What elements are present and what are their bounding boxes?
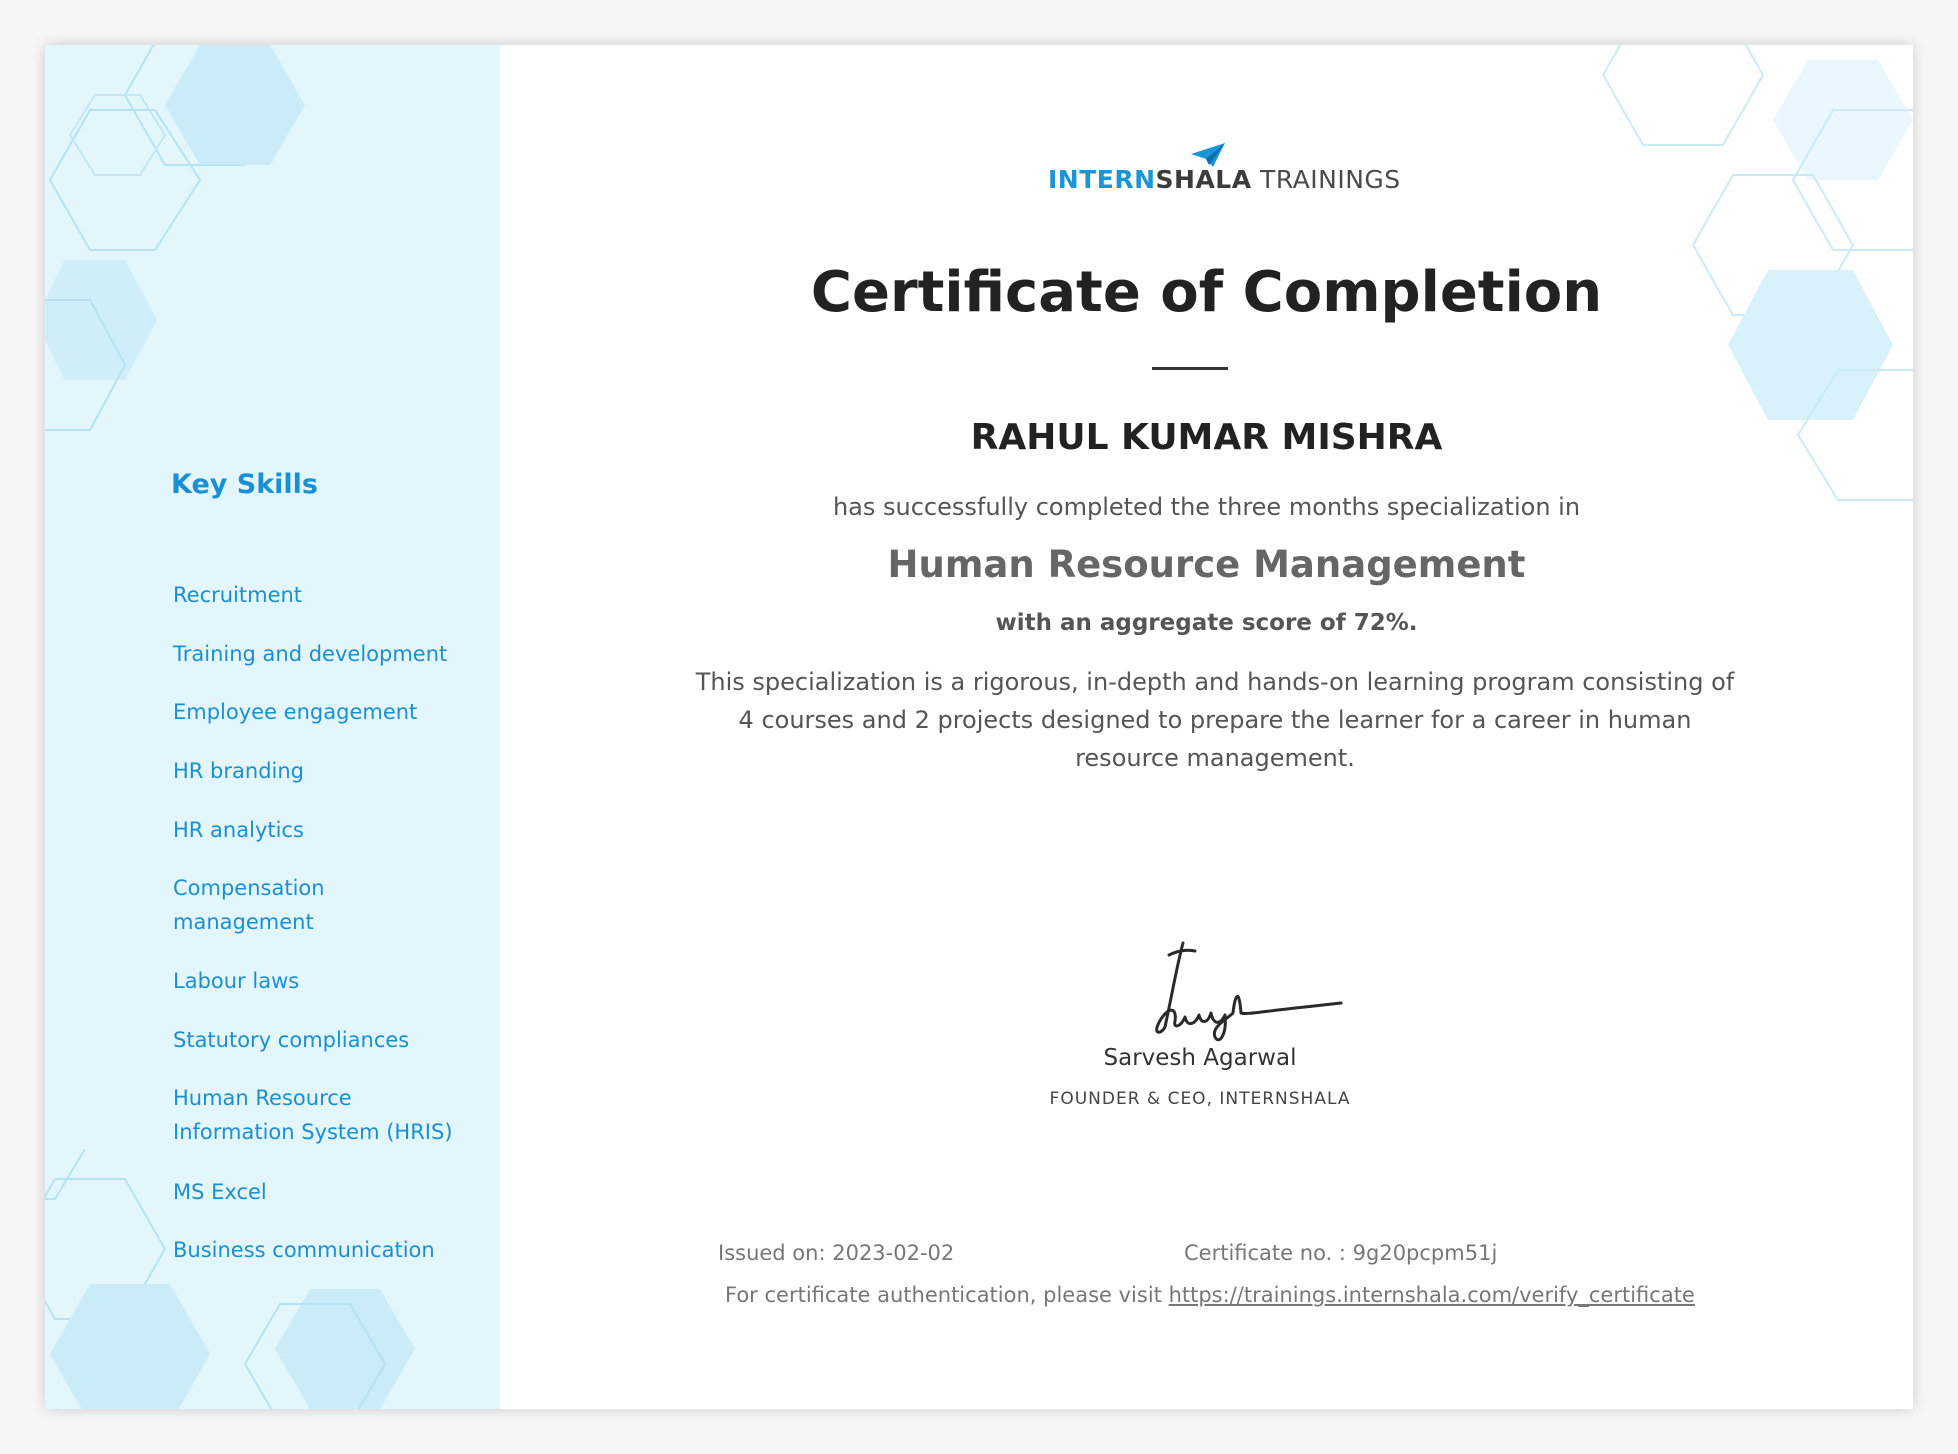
aggregate-score: with an aggregate score of 72%. xyxy=(995,610,1418,636)
skill-item-compensation: Compensation management xyxy=(173,876,325,934)
certificate-card xyxy=(45,45,1913,1409)
certificate-title: Certificate of Completion xyxy=(810,260,1603,325)
logo-intern: INTERN xyxy=(1048,165,1156,194)
skill-item-labour-laws: Labour laws xyxy=(173,969,300,993)
verify-certificate-link[interactable]: https://trainings.internshala.com/verify_certificate xyxy=(1168,1283,1695,1307)
authentication-text: For certificate authentication, please visit xyxy=(725,1283,1169,1307)
skill-item-hr-branding: HR branding xyxy=(173,759,305,783)
internshala-trainings-logo xyxy=(1048,143,1401,203)
logo-trainings: TRAININGS xyxy=(1260,165,1401,194)
issued-date: Issued on: 2023-02-02 xyxy=(718,1241,955,1265)
skill-item-statutory: Statutory compliances xyxy=(173,1028,410,1052)
recipient-name: RAHUL KUMAR MISHRA xyxy=(970,417,1443,458)
signer-name: Sarvesh Agarwal xyxy=(1103,1045,1297,1071)
skill-item-hris: Human Resource Information System (HRIS) xyxy=(173,1086,453,1144)
logo-shala: SHALA xyxy=(1155,165,1252,194)
skill-item-training: Training and development xyxy=(173,642,448,666)
skill-item-ms-excel: MS Excel xyxy=(173,1180,267,1204)
authentication-note xyxy=(725,1283,1695,1307)
key-skills-sidebar xyxy=(45,45,500,1409)
skill-item-hr-analytics: HR analytics xyxy=(173,818,304,842)
logo-wordmark xyxy=(1048,165,1401,194)
skill-item-engagement: Employee engagement xyxy=(173,700,418,724)
completion-intro: has successfully completed the three months specialization in xyxy=(832,493,1581,521)
skill-item-recruitment: Recruitment xyxy=(173,583,303,607)
signature-image xyxy=(1115,935,1355,1045)
signer-role: FOUNDER & CEO, INTERNSHALA xyxy=(1049,1089,1351,1109)
title-divider xyxy=(1152,367,1228,370)
program-description: This specialization is a rigorous, in-depth and hands-on learning program consisting of 4 courses and 2 projects designed to prepare the learner for a career in human resource management. xyxy=(695,668,1735,772)
certificate-number: Certificate no. : 9g20pcpm51j xyxy=(1184,1241,1498,1265)
key-skills-title: Key Skills xyxy=(171,469,318,500)
skill-item-communication: Business communication xyxy=(173,1238,435,1262)
program-name: Human Resource Management xyxy=(887,543,1526,586)
hexagon-pattern-top xyxy=(45,45,500,465)
